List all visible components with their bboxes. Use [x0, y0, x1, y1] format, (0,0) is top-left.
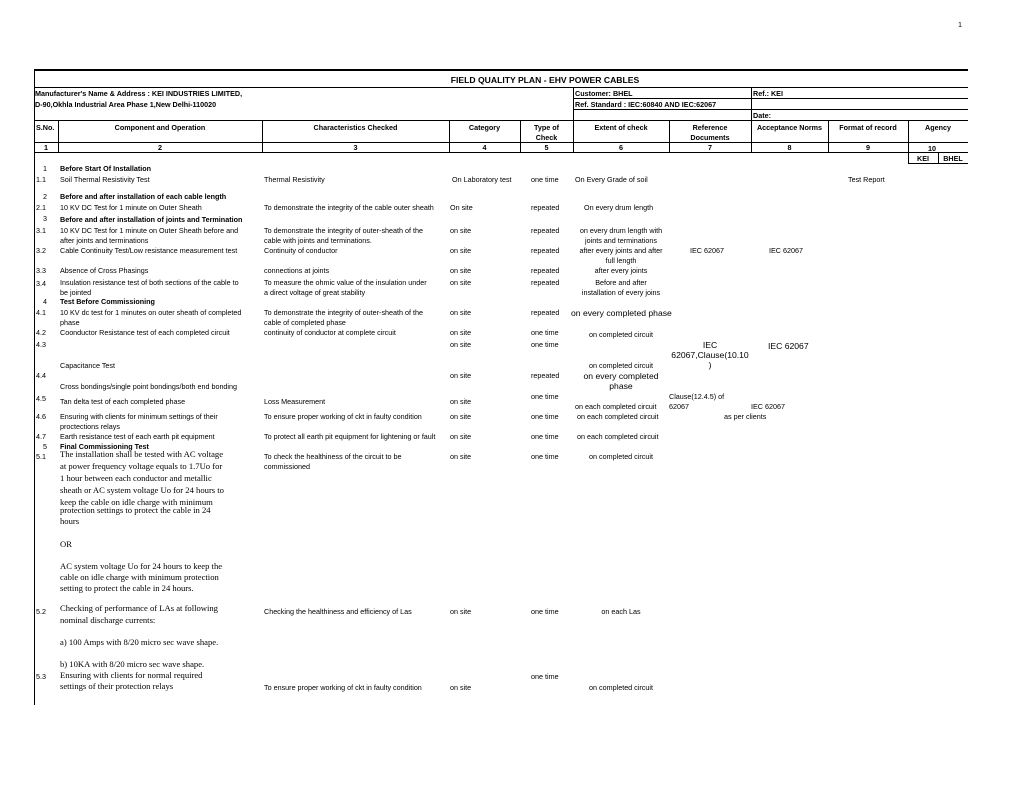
agency-kei: KEI — [917, 154, 929, 163]
row-component: Tan delta test of each completed phase — [60, 397, 186, 406]
row-component: 10 KV dc test for 1 minutes on outer sheath of completed — [60, 308, 242, 317]
row-characteristic: To measure the ohmic value of the insulation under — [264, 278, 427, 287]
row-sno: 4.3 — [36, 340, 46, 349]
row-component-line: hours — [60, 516, 80, 526]
row-component-line: protection settings to protect the cable in 24 — [60, 505, 211, 515]
col-header-type-2: Check — [535, 133, 558, 142]
row-sno: 4 — [43, 297, 47, 306]
row-component: 10 KV DC Test for 1 minute on Outer Sheath before and — [60, 226, 239, 235]
row-component-2: settings of their protection relays — [60, 681, 174, 691]
row-characteristic: To check the healthiness of the circuit to be — [264, 452, 402, 461]
row-type: one time — [531, 672, 559, 681]
row-component-2: proctections relays — [60, 422, 120, 431]
row-characteristic: Continuity of conductor — [264, 246, 338, 255]
row-acceptance: IEC 62067 — [751, 402, 785, 411]
row-component-a: a) 100 Amps with 8/20 micro sec wave shape. — [60, 637, 219, 647]
row-category: on site — [450, 371, 472, 380]
row-type: repeated — [531, 266, 560, 275]
row-sno: 4.5 — [36, 394, 46, 403]
row-component: Absence of Cross Phasings — [60, 266, 149, 275]
row-component: Ensuring with clients for normal required — [60, 670, 203, 680]
row-extent-2: full length — [605, 256, 637, 265]
row-extent-2: phase — [609, 381, 633, 391]
row-acceptance: IEC 62067 — [769, 246, 803, 255]
row-component-2: phase — [60, 318, 80, 327]
col-num-2: 2 — [158, 143, 162, 152]
row-type: repeated — [531, 371, 560, 380]
header-line-b — [573, 109, 968, 110]
row-extent: on each completed circuit — [575, 402, 657, 411]
row-component-or: OR — [60, 539, 72, 549]
row-component: Capacitance Test — [60, 361, 116, 370]
row-characteristic-2: a direct voltage of great stability — [264, 288, 366, 297]
row-type: repeated — [531, 226, 560, 235]
title-divider — [34, 87, 968, 88]
row-type: one time — [531, 175, 559, 184]
ref-label: Ref.: KEI — [753, 89, 783, 98]
header-line-a — [573, 98, 968, 99]
row-component-line: 1 hour between each conductor and metallic — [60, 473, 212, 483]
ref-standard-label: Ref. Standard : IEC:60840 AND IEC:62067 — [575, 100, 717, 109]
row-reference: Clause(12.4.5) of — [669, 392, 725, 401]
row-extent: On every drum length — [584, 203, 654, 212]
row-category: on site — [450, 452, 472, 461]
row-characteristic: connections at joints — [264, 266, 330, 275]
row-sno: 2.1 — [36, 203, 46, 212]
section-heading: Before and after installation of joints and Termination — [60, 215, 243, 224]
row-component-line: The installation shall be tested with AC voltage — [60, 449, 224, 459]
header-sep-1 — [573, 87, 574, 120]
row-component-line: keep the cable on idle charge with minimum — [60, 497, 213, 507]
row-extent: on every completed — [583, 371, 659, 381]
col-header-type: Type of — [533, 123, 560, 132]
row-characteristic: To demonstrate the integrity of outer-sheath of the — [264, 308, 424, 317]
row-category: on site — [450, 246, 472, 255]
manufacturer-label: Manufacturer's Name & Address : KEI INDUSTRIES LIMITED, — [35, 89, 243, 98]
row-component: Ensuring with clients for minimum settings of their — [60, 412, 218, 421]
row-type: repeated — [531, 246, 560, 255]
row-category: on site — [450, 266, 472, 275]
row-acceptance: IEC 62067 — [768, 341, 809, 351]
customer-label: Customer: BHEL — [575, 89, 633, 98]
col-num-5: 5 — [544, 143, 549, 152]
row-extent: Before and after — [595, 278, 647, 287]
row-characteristic-2: cable with joints and terminations. — [264, 236, 372, 245]
agency-bhel: BHEL — [943, 154, 963, 163]
row-extent: on completed circuit — [589, 361, 653, 370]
col-header-reference-2: Documents — [690, 133, 730, 142]
row-category: on site — [450, 412, 472, 421]
col-header-sno: S.No. — [36, 123, 55, 132]
document-title: FIELD QUALITY PLAN - EHV POWER CABLES — [450, 75, 640, 85]
row-characteristic: To demonstrate the integrity of the cable outer sheath — [264, 203, 434, 212]
col-header-agency: Agency — [925, 123, 951, 132]
row-sno: 5.2 — [36, 607, 46, 616]
row-sno: 1 — [43, 164, 47, 173]
row-sno: 4.7 — [36, 432, 46, 441]
row-characteristic-2: cable of completed phase — [264, 318, 346, 327]
row-type: one time — [531, 432, 559, 441]
row-type: one time — [531, 328, 559, 337]
header-sep-2 — [751, 87, 752, 120]
row-category: on site — [450, 607, 472, 616]
row-characteristic: To protect all earth pit equipment for lightening or fault — [264, 432, 436, 441]
section-heading: Before Start Of Installation — [60, 164, 152, 173]
row-component: Coonductor Resistance test of each completed circuit — [60, 328, 230, 337]
row-characteristic: Checking the healthiness and efficiency of Las — [264, 607, 412, 616]
row-extent: after every joints and after — [579, 246, 663, 255]
row-category: on site — [450, 397, 472, 406]
row-component: Cross bondings/single point bondings/both end bonding — [60, 382, 238, 391]
col-num-4: 4 — [482, 143, 487, 152]
col-num-3: 3 — [353, 143, 358, 152]
row-type: one time — [531, 340, 559, 349]
row-extent: on every completed phase — [571, 308, 672, 318]
row-reference-2: 62067 — [669, 402, 689, 411]
col-num-7: 7 — [708, 143, 712, 152]
row-reference-3: ) — [708, 360, 712, 370]
left-border — [34, 69, 35, 705]
row-extent: on every drum length with — [579, 226, 663, 235]
row-sno: 4.2 — [36, 328, 46, 337]
row-characteristic: To ensure proper working of ckt in faulty condition — [264, 683, 422, 692]
row-sno: 2 — [43, 192, 47, 201]
row-category: On site — [450, 203, 473, 212]
row-sno: 5 — [43, 442, 47, 451]
row-type: one time — [531, 452, 559, 461]
row-reference: IEC — [702, 340, 718, 350]
row-extent: on each completed circuit — [577, 432, 659, 441]
row-category: on site — [450, 340, 472, 349]
row-component: Insulation resistance test of both sections of the cable to — [60, 278, 239, 287]
row-category: on site — [450, 328, 472, 337]
row-characteristic: Thermal Resistivity — [264, 175, 325, 184]
col-num-8: 8 — [787, 143, 792, 152]
row-extent: on completed circuit — [589, 330, 653, 339]
row-component-line: at power frequency voltage equals to 1.7Uo for — [60, 461, 223, 471]
section-heading: Test Before Commissioning — [60, 297, 155, 306]
section-heading: Final Commissioning Test — [60, 442, 149, 451]
col-num-10: 10 — [928, 144, 936, 153]
row-component: 10 KV DC Test for 1 minute on Outer Sheath — [60, 203, 202, 212]
col-num-6: 6 — [619, 143, 623, 152]
row-sno: 5.1 — [36, 452, 46, 461]
row-type: one time — [531, 412, 559, 421]
row-category: On Laboratory test — [452, 175, 512, 184]
row-type: repeated — [531, 278, 560, 287]
num-row-bottom — [34, 152, 968, 153]
row-component-2: be jointed — [60, 288, 92, 297]
col-num-9: 9 — [866, 143, 870, 152]
col-header-format: Format of record — [839, 123, 897, 132]
row-characteristic-2: commissioned — [264, 462, 310, 471]
row-category: on site — [450, 308, 472, 317]
col-header-acceptance: Acceptance Norms — [756, 123, 823, 132]
col-header-reference: Reference — [692, 123, 728, 132]
row-component: Earth resistance test of each earth pit equipment — [60, 432, 215, 441]
row-sno: 1.1 — [36, 175, 46, 184]
row-acceptance: as per clients — [724, 412, 767, 421]
row-reference: IEC 62067 — [690, 246, 724, 255]
row-component-2: nominal discharge currents: — [60, 615, 156, 625]
row-type: repeated — [531, 308, 560, 317]
row-extent: on each Las — [601, 607, 641, 616]
row-component-line: sheath or AC system voltage Uo for 24 hours to — [60, 485, 224, 495]
row-type: repeated — [531, 203, 560, 212]
page-number: 1 — [958, 20, 962, 29]
row-sno: 3.4 — [36, 279, 46, 288]
row-category: on site — [450, 683, 472, 692]
row-extent-2: joints and terminations — [585, 236, 657, 245]
section-heading: Before and after installation of each cable length — [60, 192, 227, 201]
col-header-component: Component and Operation — [114, 123, 206, 132]
row-extent: on completed circuit — [589, 452, 653, 461]
row-sno: 3.1 — [36, 226, 46, 235]
row-sno: 3 — [43, 214, 47, 223]
row-characteristic: To ensure proper working of ckt in faulty condition — [264, 412, 422, 421]
col-header-extent: Extent of check — [594, 123, 648, 132]
row-component: Checking of performance of LAs at following — [60, 603, 218, 613]
row-sno: 4.6 — [36, 412, 46, 421]
row-component-line: AC system voltage Uo for 24 hours to keep the — [60, 561, 223, 571]
col-header-category: Category — [468, 123, 501, 132]
row-component: Cable Continuity Test/Low resistance measurement test — [60, 246, 238, 255]
row-characteristic: To demonstrate the integrity of outer-sheath of the — [264, 226, 424, 235]
row-category: on site — [450, 432, 472, 441]
top-border — [34, 69, 968, 71]
row-extent: after every joints — [594, 266, 648, 275]
row-component-b: b) 10KA with 8/20 micro sec wave shape. — [60, 659, 205, 669]
row-type: one time — [531, 392, 559, 401]
address-label: D-90,Okhla Industrial Area Phase 1,New Delhi-110020 — [35, 100, 217, 109]
row-category: on site — [450, 278, 472, 287]
row-type: one time — [531, 607, 559, 616]
row-sno: 3.2 — [36, 246, 46, 255]
row-component: Soil Thermal Resistivity Test — [60, 175, 150, 184]
row-extent: on completed circuit — [589, 683, 653, 692]
row-characteristic: continuity of conductor at complete circuit — [264, 328, 396, 337]
row-sno: 5.3 — [36, 672, 46, 681]
row-sno: 4.4 — [36, 371, 46, 380]
row-extent-2: installation of every joins — [581, 288, 661, 297]
row-format: Test Report — [848, 175, 885, 184]
row-extent: On Every Grade of soil — [575, 175, 648, 184]
date-label: Date: — [753, 111, 771, 120]
row-category: on site — [450, 226, 472, 235]
row-sno: 3.3 — [36, 266, 46, 275]
row-characteristic: Loss Measurement — [264, 397, 326, 406]
row-component-line: cable on idle charge with minimum protection — [60, 572, 219, 582]
col-num-1: 1 — [44, 143, 48, 152]
row-component-2: after joints and terminations — [60, 236, 149, 245]
col-header-characteristics: Characteristics Checked — [313, 123, 398, 132]
row-sno: 4.1 — [36, 308, 46, 317]
row-extent: on each completed circuit — [577, 412, 659, 421]
row-reference-2: 62067,Clause(10.10 — [671, 350, 749, 360]
row-component-line: setting to protect the cable in 24 hours. — [60, 583, 194, 593]
